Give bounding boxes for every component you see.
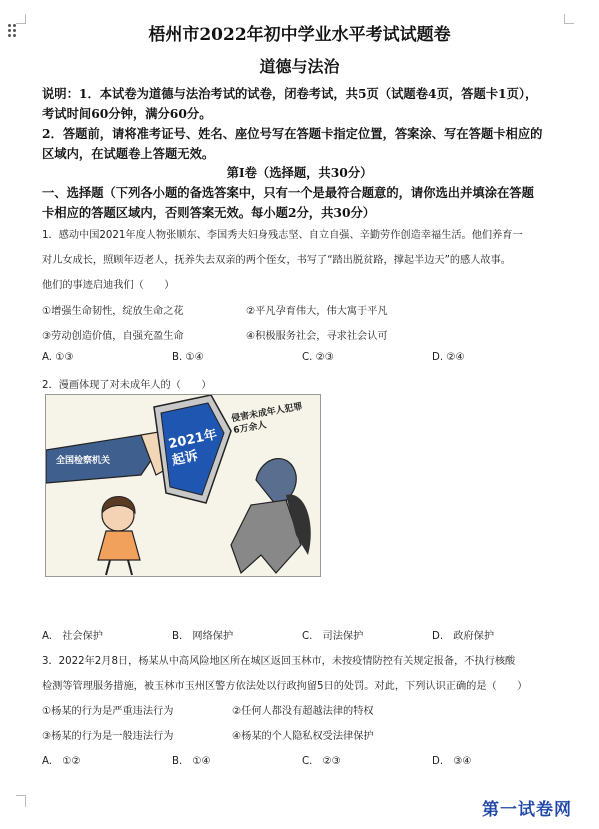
exam-subject: 道德与法治 [259, 57, 340, 76]
cartoon-image [45, 394, 321, 577]
crop-mark [25, 795, 26, 807]
question-1-statement: ②平凡孕育伟大，伟大寓于平凡 [246, 306, 388, 317]
option-a[interactable]: A. ①③ [42, 352, 74, 363]
question-1-statement: ①增强生命韧性，绽放生命之花 [42, 306, 184, 317]
cartoon-crime-label: 侵害未成年人犯罪 6万余人 [230, 401, 304, 437]
question-1-stem: 他们的事迹启迪我们（ ） [42, 280, 175, 291]
option-d[interactable]: D. 政府保护 [432, 631, 495, 642]
option-c[interactable]: C. ②③ [302, 352, 334, 363]
instructions-line: 区域内，在试题卷上答题无效。 [42, 146, 215, 161]
section-heading: 第Ⅰ卷（选择题，共30分） [226, 165, 373, 180]
question-3-statement: ①杨某的行为是严重违法行为 [42, 706, 174, 717]
option-d[interactable]: D. ②④ [432, 352, 465, 363]
option-a[interactable]: A. ①② [42, 756, 81, 767]
instructions-line: 说明：1．本试卷为道德与法治考试的试卷，闭卷考试，共5页（试题卷4页，答题卡1页）， [42, 86, 538, 101]
instructions-line: 考试时间60分钟，满分60分。 [42, 106, 212, 121]
question-1-statement: ④积极服务社会，寻求社会认可 [246, 331, 388, 342]
option-b[interactable]: B. 网络保护 [172, 631, 234, 642]
watermark: 第一试卷网 [482, 800, 572, 820]
option-b[interactable]: B. ①④ [172, 756, 211, 767]
section-intro: 一、选择题（下列各小题的备选答案中，只有一个是最符合题意的，请你选出并填涂在答题 [42, 185, 534, 200]
question-1-statement: ③劳动创造价值，自强充盈生命 [42, 331, 184, 342]
crop-mark [16, 795, 26, 796]
question-3-stem: 3．2022年2月8日，杨某从中高风险地区所在城区返回玉林市，未按疫情防控有关规定报备，不执行核酸 [42, 656, 516, 667]
question-3-stem: 检测等管理服务措施，被玉林市玉州区警方依法处以行政拘留5日的处罚。对此，下列认识正确的是（ ） [42, 681, 528, 692]
option-b[interactable]: B. ①④ [172, 352, 204, 363]
cartoon-shield-label: 2021年 起诉 [167, 427, 219, 469]
exam-title: 梧州市2022年初中学业水平考试试题卷 [148, 25, 451, 45]
question-3-statement: ③杨某的行为是一般违法行为 [42, 731, 174, 742]
instructions-line: 2．答题前，请将准考证号、姓名、座位号写在答题卡指定位置，答案涂、写在答题卡相应的 [42, 126, 543, 141]
question-3-statement: ②任何人都没有超越法律的特权 [232, 706, 374, 717]
question-1-stem: 1．感动中国2021年度人物张顺东、李国秀夫妇身残志坚、自立自强、辛勤劳作创造幸福生活。他们养育一 [42, 230, 523, 241]
question-3-statement: ④杨某的个人隐私权受法律保护 [232, 731, 374, 742]
option-a[interactable]: A. 社会保护 [42, 631, 103, 642]
option-c[interactable]: C. 司法保护 [302, 631, 364, 642]
question-2-stem: 2．漫画体现了对未成年人的（ ） [42, 380, 212, 391]
cartoon-agency-label: 全国检察机关 [56, 456, 111, 466]
option-d[interactable]: D. ③④ [432, 756, 472, 767]
question-1-stem: 对儿女成长，照顾年迈老人，抚养失去双亲的两个侄女，书写了“踏出脱贫路，撑起半边天”的感人故事。 [42, 255, 511, 266]
option-c[interactable]: C. ②③ [302, 756, 341, 767]
section-intro: 卡相应的答题区域内，否则答案无效。每小题2分，共30分） [42, 205, 376, 220]
